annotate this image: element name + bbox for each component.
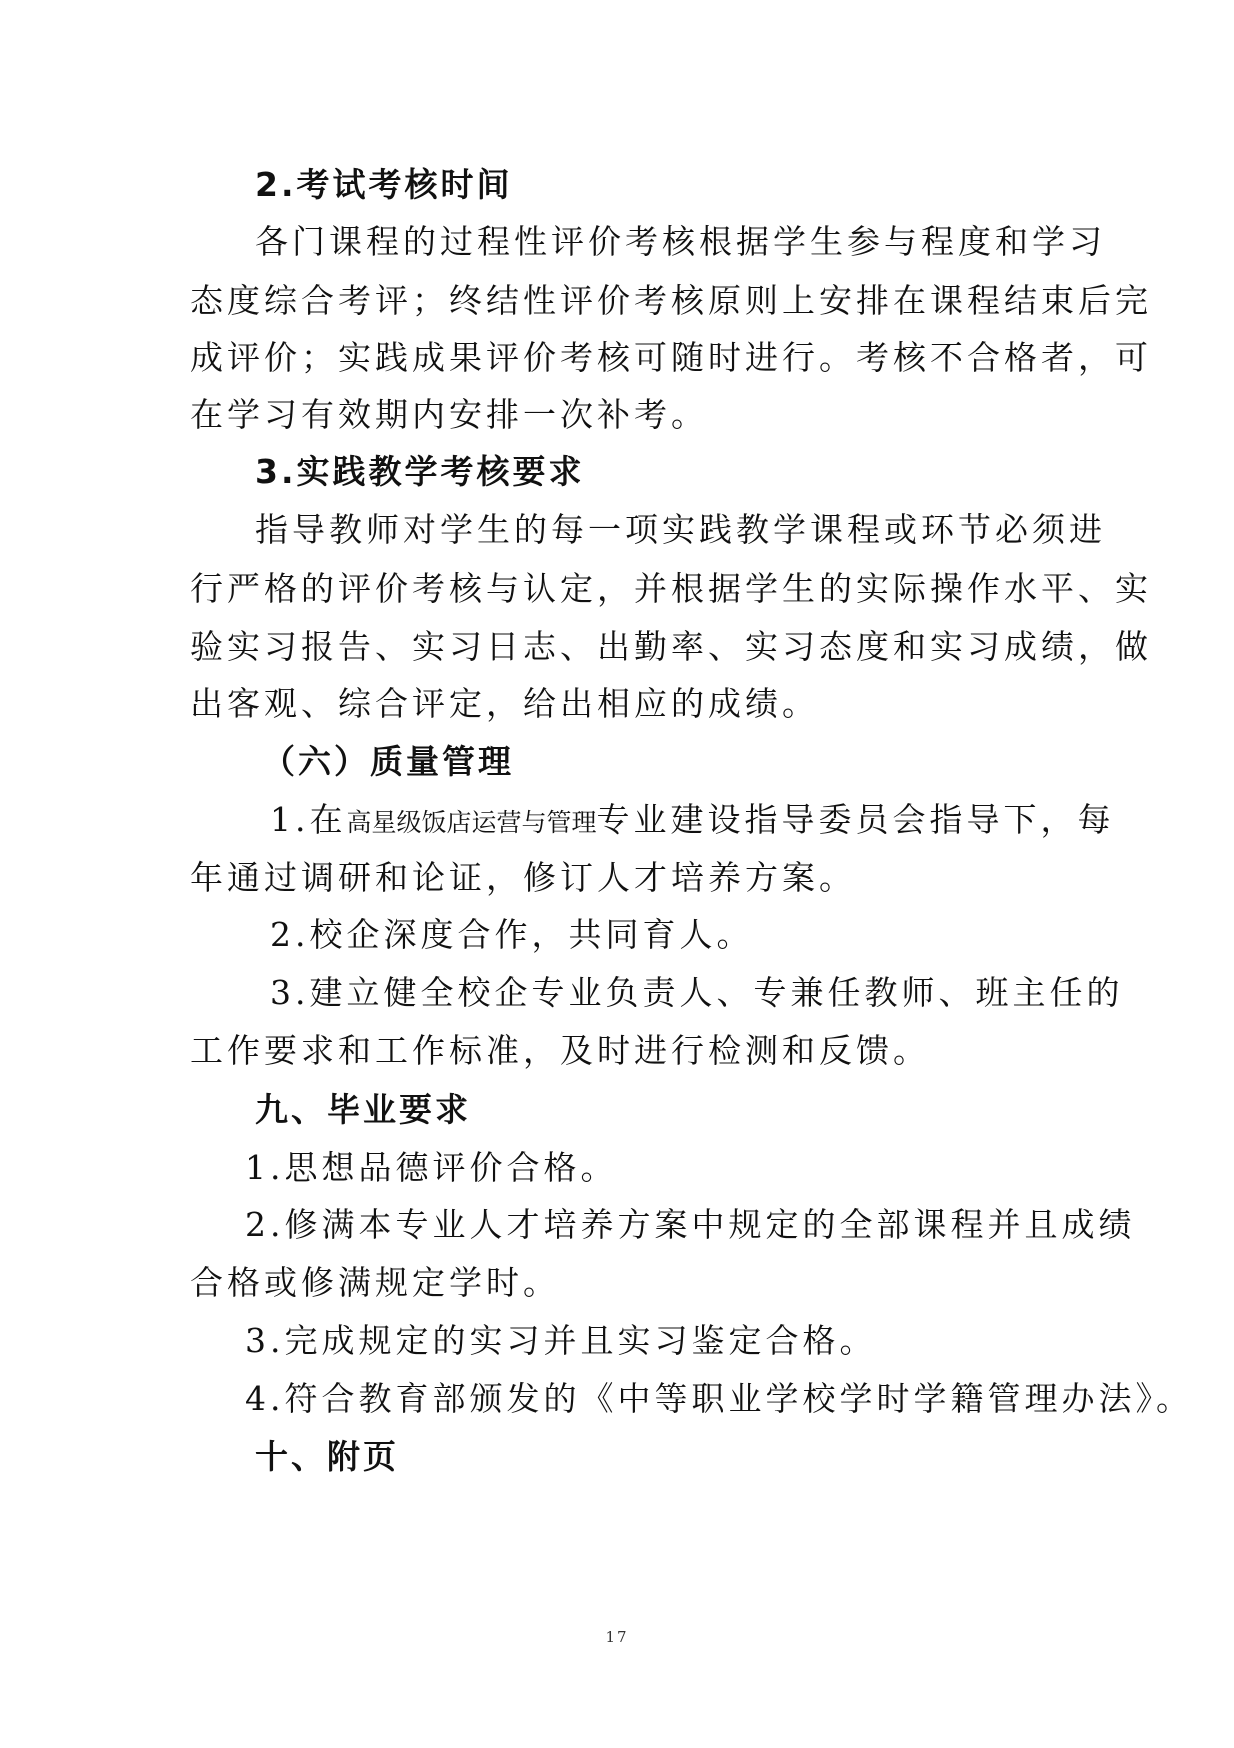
paragraph-line: 成评价；实践成果评价考核可随时进行。考核不合格者，可 [190, 338, 1152, 377]
paragraph-line: 年通过调研和论证，修订人才培养方案。 [190, 858, 856, 897]
section-heading-quality: （六）质量管理 [262, 742, 514, 781]
paragraph-line: 各门课程的过程性评价考核根据学生参与程度和学习 [255, 222, 1106, 261]
paragraph-line: 合格或修满规定学时。 [190, 1263, 560, 1302]
section-heading-practice: 3.实践教学考核要求 [255, 452, 585, 491]
paragraph-line: 在学习有效期内安排一次补考。 [190, 395, 708, 434]
list-item: 2.修满本专业人才培养方案中规定的全部课程并且成绩 [245, 1205, 1136, 1244]
list-item: 3.完成规定的实习并且实习鉴定合格。 [245, 1321, 877, 1360]
paragraph-line [270, 800, 1115, 843]
paragraph-line: 工作要求和工作标准，及时进行检测和反馈。 [190, 1031, 930, 1070]
paragraph-line: 行严格的评价考核与认定，并根据学生的实际操作水平、实 [190, 569, 1152, 608]
section-heading-exam-time: 2.考试考核时间 [255, 165, 513, 204]
paragraph-line: 3.建立健全校企专业负责人、专兼任教师、班主任的 [270, 973, 1124, 1012]
program-name: 高星级饭店运营与管理 [346, 808, 597, 837]
paragraph-line: 态度综合考评；终结性评价考核原则上安排在课程结束后完 [190, 281, 1152, 320]
paragraph-line: 2.校企深度合作，共同育人。 [270, 915, 754, 954]
paragraph-line: 出客观、综合评定，给出相应的成绩。 [190, 684, 819, 723]
paragraph-text: 1.在 [270, 800, 347, 839]
list-item: 1.思想品德评价合格。 [245, 1148, 618, 1187]
paragraph-line: 指导教师对学生的每一项实践教学课程或环节必须进 [255, 510, 1106, 549]
page-number: 17 [605, 1628, 629, 1646]
paragraph-line: 验实习报告、实习日志、出勤率、实习态度和实习成绩，做 [190, 627, 1152, 666]
section-heading-appendix: 十、附页 [255, 1437, 399, 1476]
paragraph-text: 专业建设指导委员会指导下，每 [596, 800, 1115, 839]
section-heading-graduation: 九、毕业要求 [255, 1090, 471, 1129]
list-item: 4.符合教育部颁发的《中等职业学校学时学籍管理办法》。 [245, 1379, 1193, 1418]
